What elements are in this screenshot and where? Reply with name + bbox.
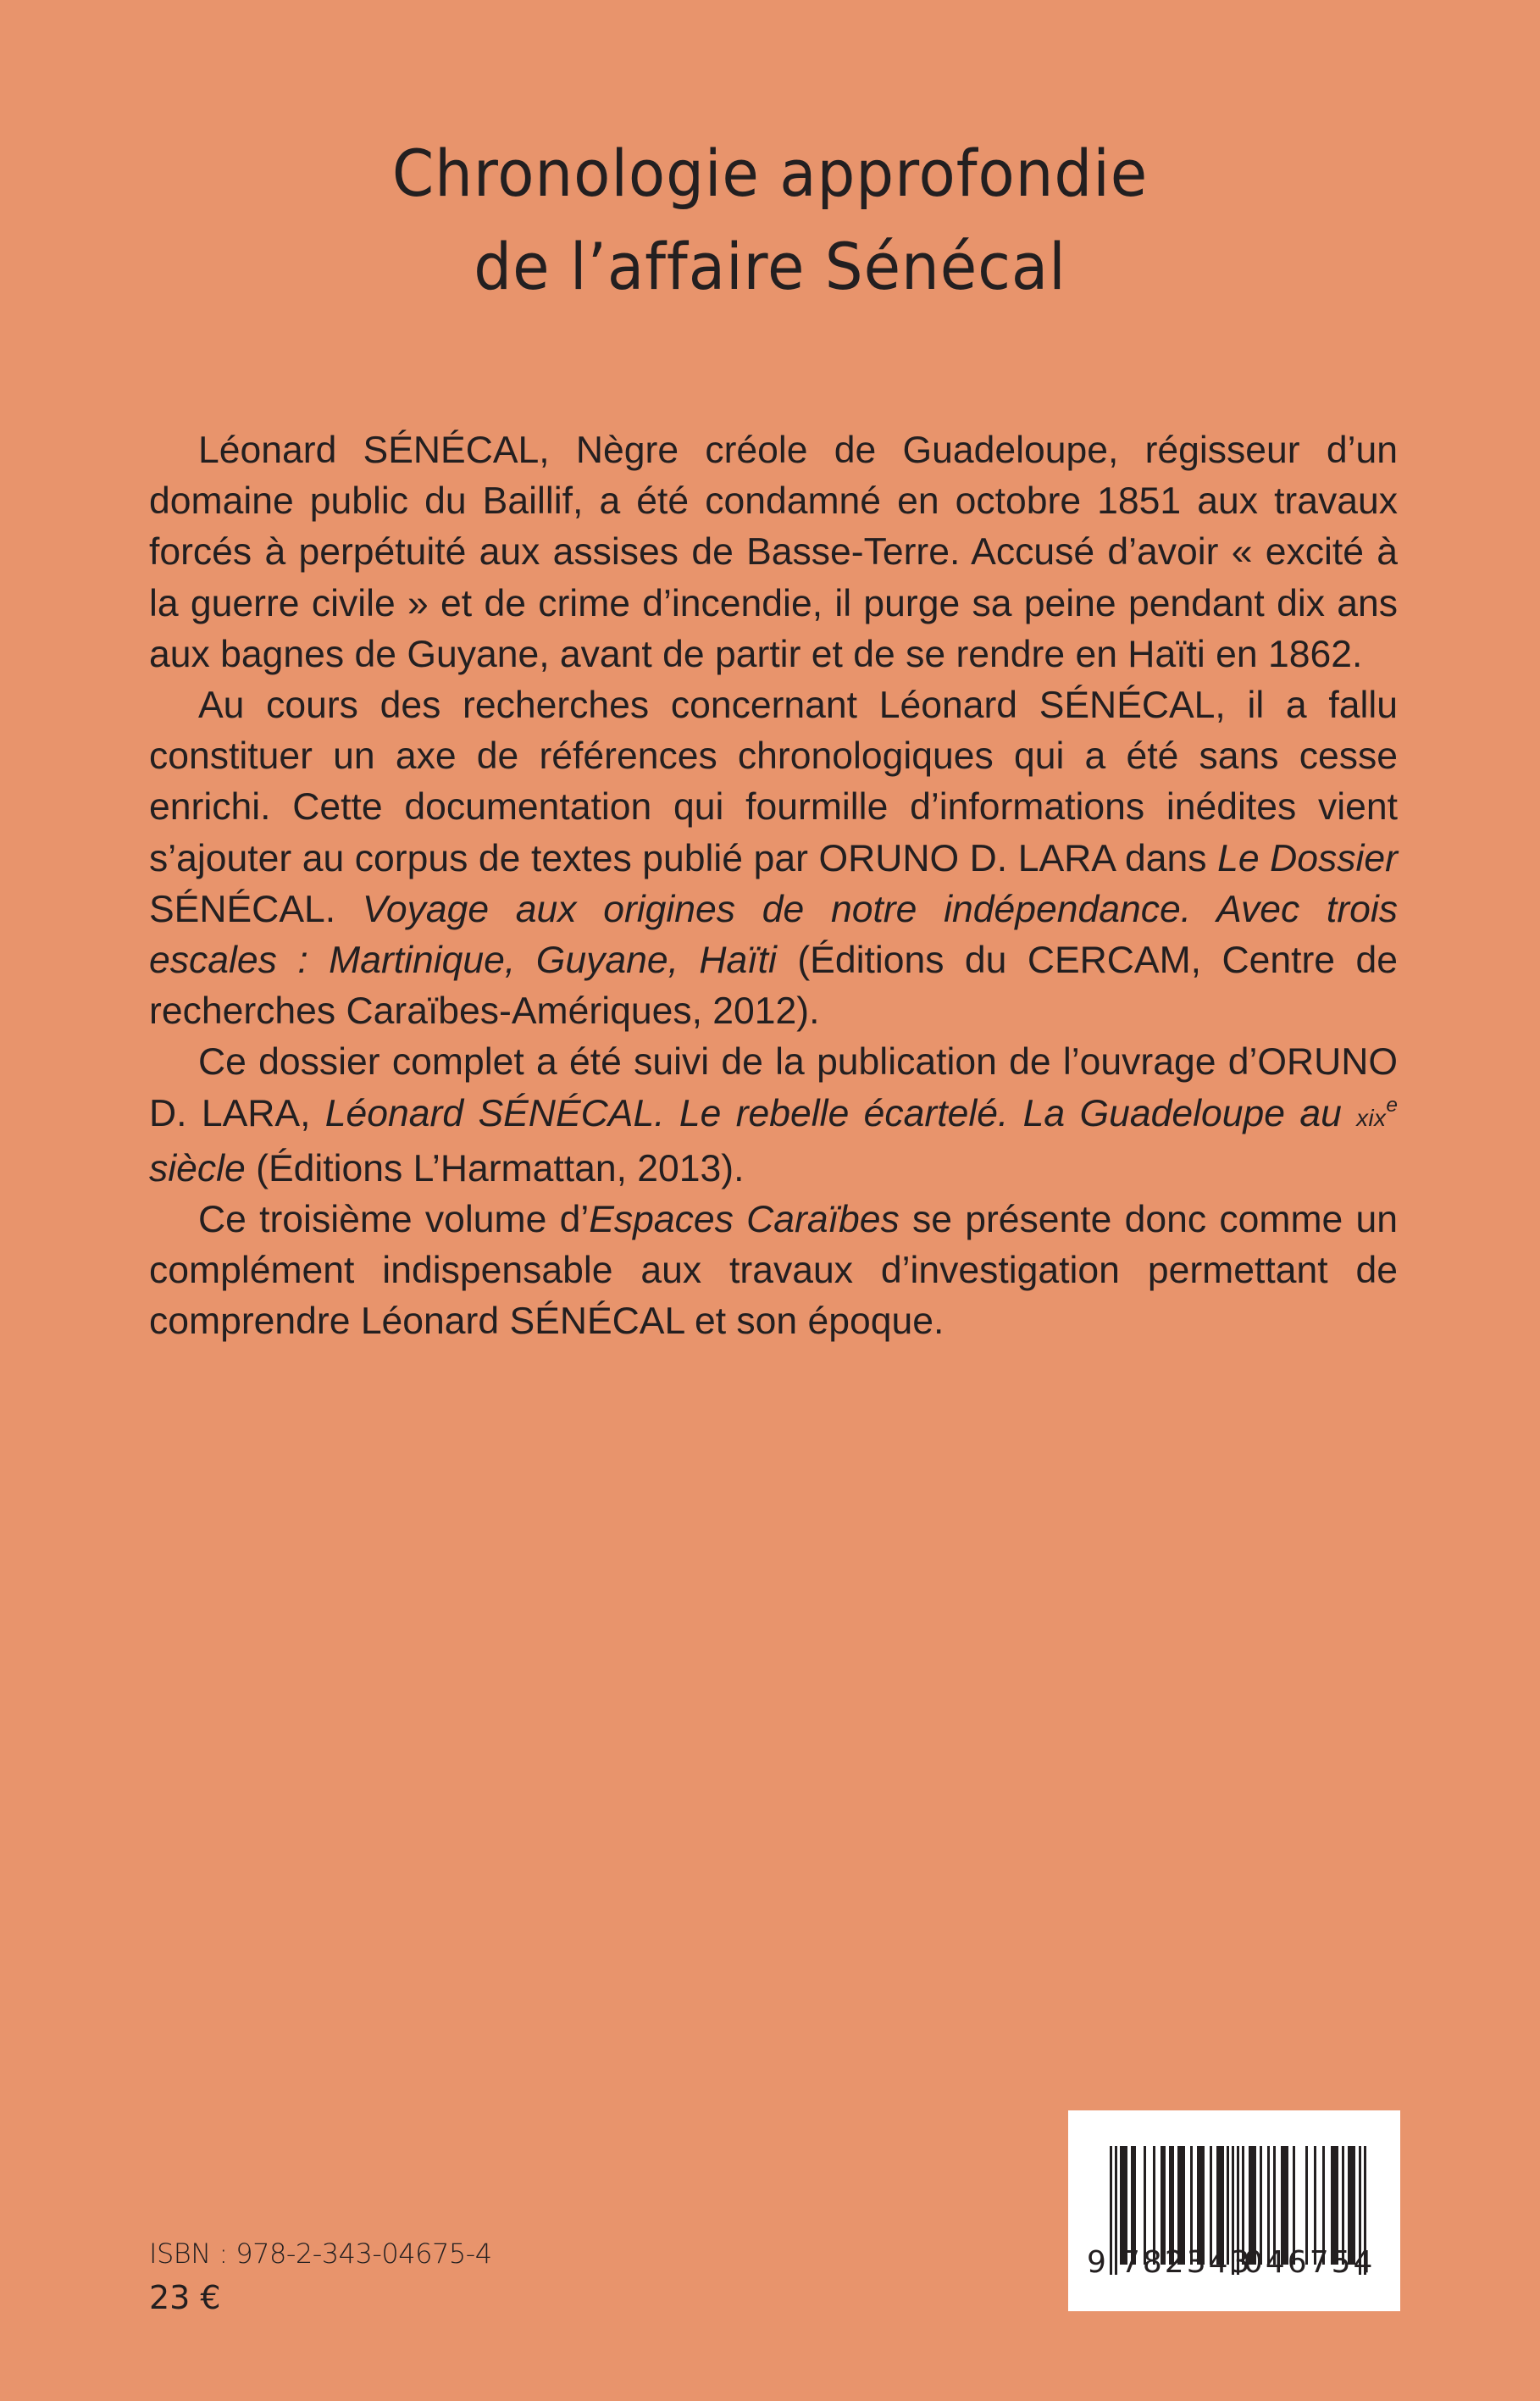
book-subtitle-voyage: Voyage aux origines de notre indépendance. Avec trois escales : Martinique, Guyane, Haïti — [149, 888, 1398, 982]
paragraph-2-text-a: Au cours des recherches concernant Léonard SÉNÉCAL, il a fallu constituer un axe de références chronologiques qui a été sans cesse enrichi. Cette documentation qui fourmille d’informations inédites vient s’ajouter au corpus de textes publié par ORUNO D. LARA dans — [149, 685, 1398, 879]
book-title-siecle: siècle — [149, 1147, 246, 1189]
paragraph-3-text-a: Ce dossier complet a été suivi de la publication de l’ouvrage d’ORUNO D. LARA, — [149, 1041, 1398, 1134]
book-title-rebelle: Léonard SÉNÉCAL. Le rebelle écartelé. La Guadeloupe au — [324, 1092, 1357, 1134]
book-title-le-dossier: Le Dossier — [1217, 837, 1399, 879]
paragraph-4-text-b: se présente donc comme un complément indispensable aux travaux d’investigation permettant de comprendre Léonard SÉNÉCAL et son époque. — [149, 1199, 1399, 1343]
paragraph-3-text-b: (Éditions L’Harmattan, 2013). — [245, 1147, 745, 1189]
barcode — [1068, 2110, 1400, 2311]
barcode-first-digit: 9 — [1087, 2245, 1106, 2280]
paragraph-2-text-c: (Éditions du CERCAM, Centre de recherches Caraïbes-Amériques, 2012). — [149, 940, 1398, 1033]
century-superscript: e — [1386, 1093, 1399, 1117]
paragraph-2 — [149, 680, 1398, 1037]
blurb-text — [149, 425, 1398, 1348]
title-line-2: de l’affaire Sénécal — [474, 229, 1066, 304]
price-label: 23 € — [149, 2279, 221, 2316]
paragraph-1-text: Léonard SÉNÉCAL, Nègre créole de Guadeloupe, régisseur d’un domaine public du Baillif, a été condamné en octobre 1851 aux travaux forcés à perpétuité aux assises de Basse-Terre. Accusé d’avoir « excité à la guerre civile » et de crime d’incendie, il purge sa peine pendant dix ans aux bagnes de Guyane, avant de partir et de se rendre en Haïti en 1862. — [149, 430, 1398, 675]
paragraph-3 — [149, 1037, 1398, 1195]
isbn-label: ISBN : 978-2-343-04675-4 — [149, 2237, 492, 2270]
barcode-left-group: 782343 — [1121, 2245, 1253, 2280]
paragraph-1 — [149, 425, 1398, 680]
paragraph-4-text-a: Ce troisième volume d’ — [198, 1199, 590, 1241]
barcode-digits — [1068, 2110, 1400, 2311]
century-numeral: xix — [1356, 1104, 1387, 1131]
cover-title — [54, 127, 1487, 313]
paragraph-2-text-b: SÉNÉCAL. — [149, 888, 363, 930]
series-title-espaces-caraibes: Espaces Caraïbes — [589, 1199, 900, 1241]
barcode-right-group: 046754 — [1244, 2245, 1376, 2280]
title-line-1: Chronologie approfondie — [391, 136, 1149, 211]
paragraph-4 — [149, 1195, 1398, 1348]
